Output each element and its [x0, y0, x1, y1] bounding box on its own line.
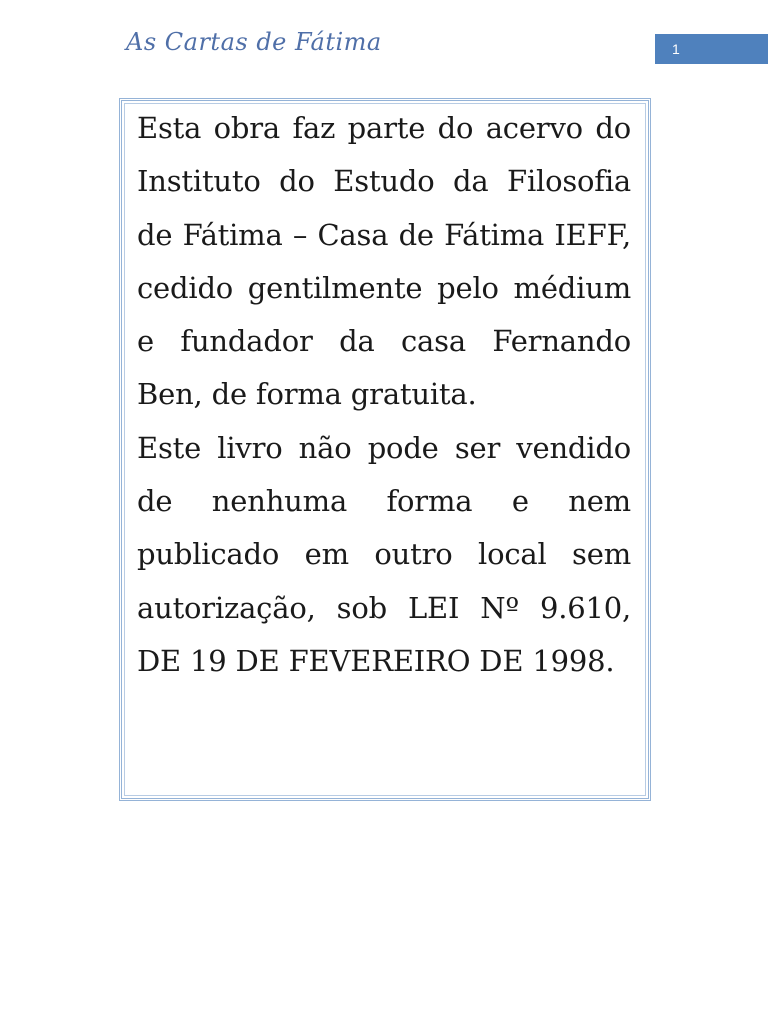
notice-paragraph-1: Esta obra faz parte do acervo do Instituto do Estudo da Filosofia de Fátima – Casa de Fátima IEFF, cedido gentilmente pelo médium e fundador da casa Fernando Ben, de forma gratuita.: [137, 111, 631, 412]
page-number: 1: [655, 34, 768, 64]
notice-paragraph-2: Este livro não pode ser vendido de nenhuma forma e nem publicado em outro local sem autorização, sob LEI Nº 9.610, DE 19 DE FEVEREIRO DE 1998.: [137, 430, 631, 678]
notice-text: [137, 102, 631, 688]
header-title: As Cartas de Fátima: [126, 28, 382, 56]
